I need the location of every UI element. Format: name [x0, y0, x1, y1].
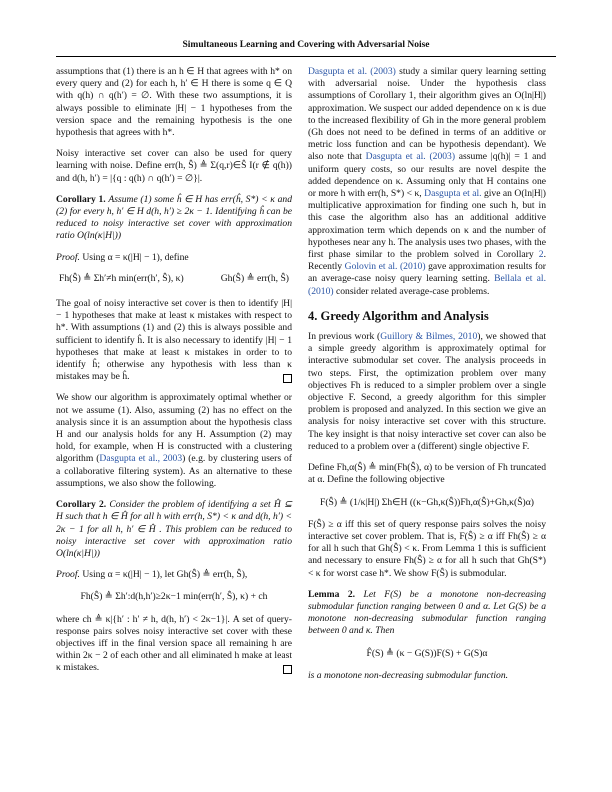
proof-1-label: Proof.	[56, 251, 80, 263]
qed-icon	[283, 665, 292, 674]
proof-2	[56, 569, 292, 581]
left-paragraph-3-text: The goal of noisy interactive set cover is then to identify |H| − 1 hypotheses that make at least κ mistakes with respect to h*. With assumptions (1) and (2) this is always possible and sufficient to identify ĥ. It is also necessary to identify |H| − 1 hypotheses that make at least κ mistakes in order to to identify ĥ; otherwise any hypothesis with less than κ mistakes may be ĥ.	[56, 298, 292, 383]
lemma-2-label: Lemma 2.	[308, 588, 356, 600]
left-paragraph-3	[56, 298, 292, 383]
corollary-2-label: Corollary 2.	[56, 499, 107, 511]
citation-link[interactable]: Dasgupta et al. (2003)	[365, 151, 456, 163]
left-column	[56, 66, 292, 684]
proof-2-text: Using α = κ(|H| − 1), let Gh(Ŝ) ≜ err(h, Ŝ),	[82, 569, 248, 581]
equation-2: Fh(Ŝ) ≜ Σh′:d(h,h′)≥2κ−1 min(err(h′, Ŝ), κ) + ch	[80, 591, 268, 603]
corollary-2	[56, 499, 292, 560]
citation-link[interactable]: Dasgupta et al., 2003	[99, 453, 183, 465]
proof-1-text: Using α = κ(|H| − 1), define	[82, 251, 189, 263]
equation-1-right: Gh(Ŝ) ≜ err(h, Ŝ)	[220, 272, 289, 284]
right-paragraph-3: Define Fh,α(Ŝ) ≜ min(Fh(Ŝ), α) to be version of Fh truncated at α. Define the following objective	[308, 462, 546, 486]
right-column	[308, 66, 546, 691]
left-paragraph-1: assumptions that (1) there is an h ∈ H that agrees with h* on every query and (2) for each h, h′ ∈ H there is some q ∈ Q with q(h) ∩ q(h′) = ∅. With these two assumptions, it is always possible to eliminate |H| − 1 hypotheses from the version space and the remaining hypothesis is the one hypothesis that agrees with h*.	[56, 66, 292, 139]
right-paragraph-1-text-b: assume |q(h)| = 1 and uniform query costs, so our results are novel despite the added dependence on κ. Assuming only that H contains one or more h with err(h, S*) < κ,	[308, 151, 546, 200]
equation-4: F̂(S) ≜ (κ − G(S))F(S) + G(S)α	[366, 647, 488, 659]
section-heading: 4. Greedy Algorithm and Analysis	[308, 308, 489, 323]
right-paragraph-1-text-c: give an O(ln|H|) multiplicative approximation for finding one such h, but in this case the algorithm also has an additional additive approximation term which depends on κ and the number of hypotheses near any h. The analysis uses two phases, with the first phase similar to the problem solved in Corollary	[308, 188, 546, 261]
lemma-2-text: Let F(S) be a monotone non-decreasing submodular function ranging between 0 and α. Let G(S) be a monotone non-decreasing submodular function ranging between 0 and κ. Then	[308, 588, 547, 637]
lemma-2	[308, 589, 546, 638]
left-paragraph-2: Noisy interactive set cover can also be used for query learning with noise. Define err(h, Ŝ) ≜ Σ(q,r)∈Ŝ I(r ∉ q(h)) and d(h, h′) = |{q : q(h) ∩ q(h′) = ∅}|.	[56, 148, 292, 184]
citation-link[interactable]: Dasgupta et al.	[424, 188, 482, 200]
citation-link[interactable]: Bellala et al. (2010)	[308, 273, 546, 297]
running-title: Simultaneous Learning and Covering with Adversarial Noise	[182, 40, 430, 50]
right-paragraph-1-text-e: gave approximation results for an average-case noisy query learning setting.	[308, 261, 547, 285]
right-paragraph-2	[308, 331, 546, 453]
corollary-1-label: Corollary 1.	[56, 193, 106, 205]
citation-link[interactable]: Golovin et al. (2010)	[344, 261, 426, 273]
equation-3: F(Ŝ) ≜ (1/κ|H|) Σh∈H ((κ−Gh,κ(Ŝ))Fh,α(Ŝ)+Gh,κ(Ŝ)α)	[320, 496, 534, 508]
right-paragraph-1-text-d: . Recently	[308, 249, 546, 273]
header-rule	[56, 56, 556, 57]
citation-link[interactable]: Dasgupta et al. (2003)	[308, 66, 396, 77]
proof-2-label: Proof.	[56, 569, 80, 581]
citation-link[interactable]: Guillory & Bilmes, 2010	[380, 331, 478, 343]
right-paragraph-1	[308, 66, 546, 298]
equation-1	[56, 270, 292, 288]
equation-1-left: Fh(Ŝ) ≜ Σh′≠h min(err(h′, Ŝ), κ)	[59, 272, 184, 284]
left-paragraph-4-text-b: ) (e.g. by clustering users of a collaborative filtering system). As an alternative to these assumptions, we also show the following.	[56, 453, 292, 489]
right-paragraph-2-text-b: ), we showed that a simple greedy algorithm is approximately optimal for interactive submodular set cover. The analysis proceeds in two steps. First, the optimization problem over many objectives Fh is reduced to a simpler problem over a single objective F. Second, a greedy algorithm for this simpler problem is proposed and analyzed. In this section we give an analysis for noisy interactive set cover with this structure. The key insight is that noisy interactive set cover can also be reduced to a problem over a (different) single objective F.	[308, 331, 547, 452]
right-paragraph-1-text-a: study a similar query learning setting with adversarial noise. Under the hypothesis class assumptions of Corollary 1, their algorithm gives an O(ln|H|) approximation. We suspect our added dependence on κ is due to the increased flexibility of Gh in the more general problem (Gh does not need to be defined in terms of an additive or metric loss function and can be hypothesis dependant). We also note that	[308, 66, 546, 163]
corollary-2-text: Consider the problem of identifying a set Ĥ ⊆ H such that h ∈ Ĥ for all h with err(h, S*) < κ and d(h, h′) < 2κ − 1 for all h, h′ ∈ Ĥ . This problem can be reduced to noisy interactive set cover with approximation ratio O(ln(κ|H|))	[56, 499, 292, 559]
lemma-2-tail: is a monotone non-decreasing submodular function.	[308, 669, 509, 681]
left-paragraph-5	[56, 614, 292, 675]
corollary-reference-link[interactable]: 2	[538, 249, 544, 261]
left-paragraph-5-text: where ch ≜ κ|{h′ : h′ ≠ h, d(h, h′) < 2κ−1}|. A set of query-response pairs solves noisy interactive set cover with these objectives iff in the final version space all remaining h are within 2κ − 2 of each other and all eliminated h make at least κ mistakes.	[56, 613, 292, 674]
corollary-1	[56, 194, 292, 243]
right-paragraph-1-text-f: consider related average-case problems.	[333, 285, 490, 297]
proof-1	[56, 252, 292, 264]
left-paragraph-4-text-a: We show our algorithm is approximately optimal whether or not we assume (1). Also, assuming (2) has no effect on the analysis since it is an assumption about the hypothesis class H and our analysis holds for any H. Assumption (2) may hold, for example, when H is constructed with a clustering algorithm (	[56, 392, 292, 465]
left-paragraph-4	[56, 392, 292, 490]
corollary-1-text: Assume (1) some ĥ ∈ H has err(ĥ, S*) < κ and (2) for every h, h′ ∈ H d(h, h′) ≥ 2κ − 1. Identifying ĥ can be reduced to noisy interactive set cover with approximation ratio O(ln(κ|H|))	[56, 193, 292, 242]
qed-icon	[283, 374, 292, 383]
right-paragraph-4: F(Ŝ) ≥ α iff this set of query response pairs solves the noisy interactive set cover problem. That is, F(Ŝ) ≥ α iff Fh(Ŝ) ≥ α for all h such that Gh(Ŝ) < κ. From Lemma 1 this is sufficient and necessary to ensure Fh(Ŝ) ≥ α for all h such that Gh(S*) < κ for worst case h*. We show F(Ŝ) is submodular.	[308, 518, 546, 579]
right-paragraph-2-text-a: In previous work (	[308, 331, 381, 343]
